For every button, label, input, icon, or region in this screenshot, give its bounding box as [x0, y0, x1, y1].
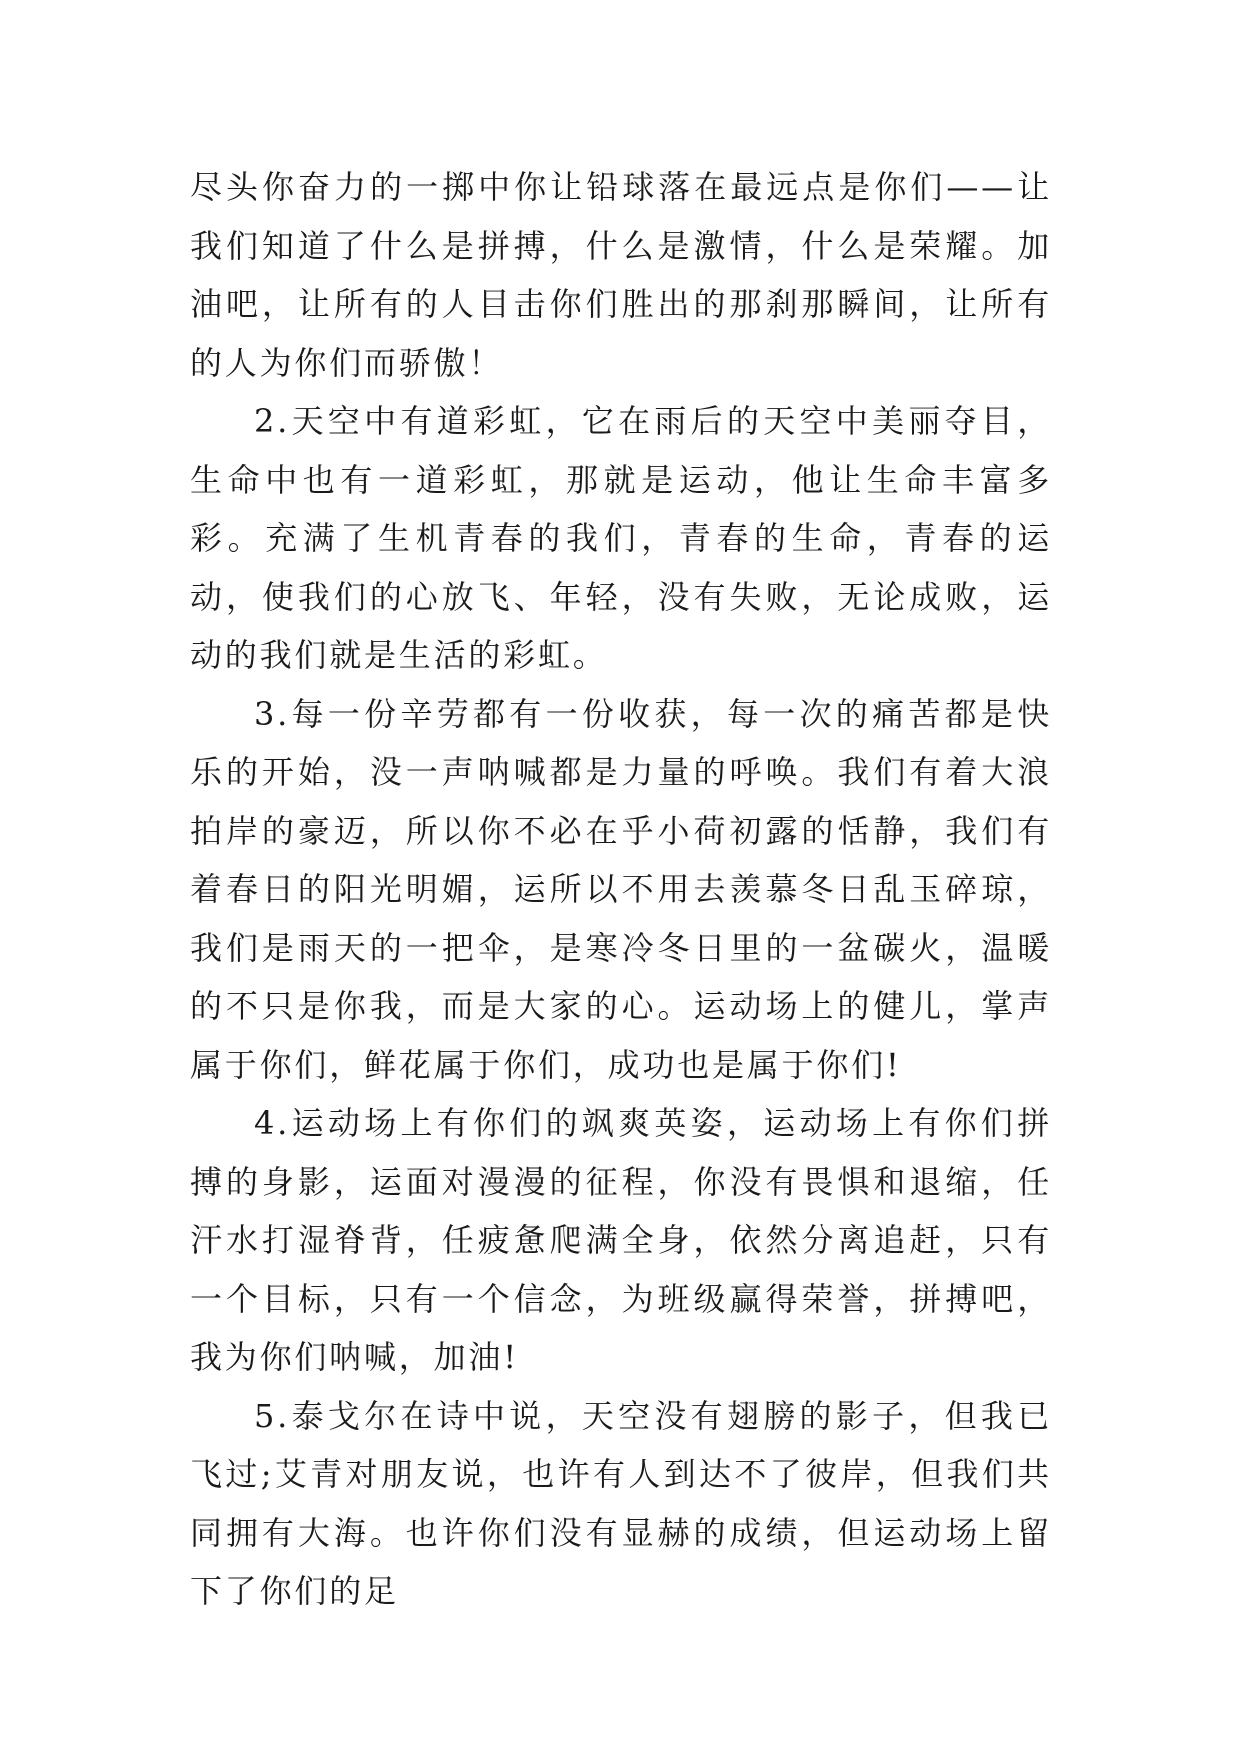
paragraph-2: 2.天空中有道彩虹，它在雨后的天空中美丽夺目，生命中也有一道彩虹，那就是运动，他让生命丰富多彩。充满了生机青春的我们，青春的生命，青春的运动，使我们的心放飞、年轻，没有失败，无论成败，运动的我们就是生活的彩虹。	[190, 402, 1052, 674]
document-body	[190, 158, 1052, 1621]
paragraph-1: 尽头你奋力的一掷中你让铅球落在最远点是你们——让我们知道了什么是拼搏，什么是激情，什么是荣耀。加油吧，让所有的人目击你们胜出的那刹那瞬间，让所有的人为你们而骄傲！	[190, 168, 1052, 382]
paragraph-3: 3.每一份辛劳都有一份收获，每一次的痛苦都是快乐的开始，没一声呐喊都是力量的呼唤。我们有着大浪拍岸的豪迈，所以你不必在乎小荷初露的恬静，我们有着春日的阳光明媚，运所以不用去羡慕冬日乱玉碎琼，我们是雨天的一把伞，是寒冷冬日里的一盆碳火，温暖的不只是你我，而是大家的心。运动场上的健儿，掌声属于你们，鲜花属于你们，成功也是属于你们!	[190, 694, 1052, 1084]
paragraph-4: 4.运动场上有你们的飒爽英姿，运动场上有你们拼搏的身影，运面对漫漫的征程，你没有畏惧和退缩，任汗水打湿脊背，任疲惫爬满全身，依然分离追赶，只有一个目标，只有一个信念，为班级赢得荣誉，拼搏吧，我为你们呐喊，加油!	[190, 1104, 1052, 1376]
paragraph-5: 5.泰戈尔在诗中说，天空没有翅膀的影子，但我已飞过;艾青对朋友说，也许有人到达不了彼岸，但我们共同拥有大海。也许你们没有显赫的成绩，但运动场上留下了你们的足	[190, 1396, 1052, 1610]
